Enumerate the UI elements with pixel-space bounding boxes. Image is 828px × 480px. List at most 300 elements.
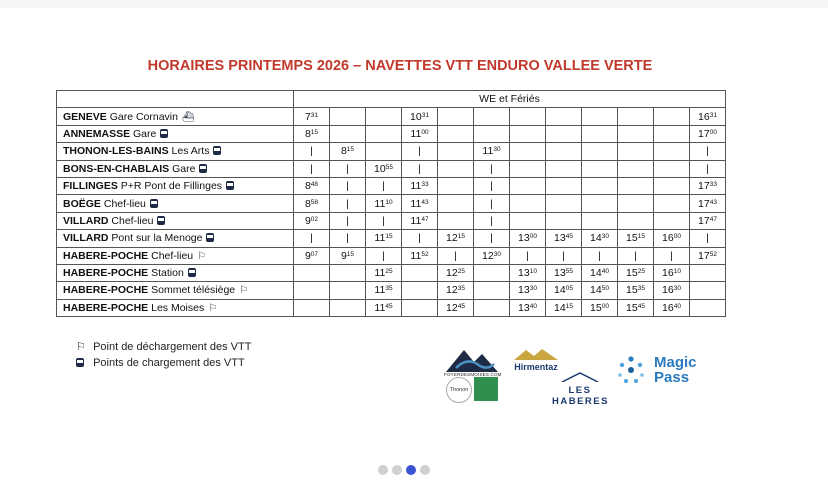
time-hour: 15: [626, 301, 638, 314]
empty-cell: [654, 143, 690, 160]
time-cell: [438, 299, 474, 316]
time-cell: [546, 282, 582, 299]
empty-cell: [294, 264, 330, 281]
stop-detail: Gare: [133, 127, 157, 140]
empty-cell: [366, 108, 402, 125]
magic-pass-label: Magic Pass: [654, 354, 697, 386]
time-hour: 14: [554, 301, 566, 314]
time-minute: 25: [637, 268, 645, 276]
time-cell: [294, 177, 330, 194]
empty-cell: [582, 195, 618, 212]
stop-name-cell: [57, 160, 294, 177]
empty-cell: [330, 282, 366, 299]
schedule-table: [56, 90, 726, 317]
time-hour: 11: [374, 284, 386, 297]
stop-place: THONON-LES-BAINS: [63, 145, 169, 158]
time-minute: 30: [673, 285, 681, 293]
time-minute: 10: [529, 268, 537, 276]
pass-through-cell: |: [330, 230, 366, 247]
time-minute: 02: [310, 215, 319, 223]
magic-pass-star-icon: [614, 353, 648, 387]
empty-cell: [654, 212, 690, 229]
time-hour: 13: [518, 284, 530, 297]
time-hour: 11: [410, 197, 422, 210]
time-cell: [618, 230, 654, 247]
empty-cell: [330, 108, 366, 125]
time-cell: [582, 282, 618, 299]
time-cell: [402, 108, 438, 125]
time-hour: 15: [626, 284, 638, 297]
time-hour: 16: [662, 284, 674, 297]
time-cell: [582, 264, 618, 281]
time-cell: [618, 282, 654, 299]
thonon-logo: Thonon: [446, 377, 472, 403]
stop-place: HABERE-POCHE: [63, 284, 149, 297]
carousel-dot[interactable]: [420, 465, 430, 475]
time-cell: [474, 247, 510, 264]
time-hour: 11: [374, 301, 386, 314]
empty-cell: [510, 108, 546, 125]
time-cell: [582, 230, 618, 247]
pass-through-cell: |: [366, 247, 402, 264]
stop-detail: Chef-lieu: [103, 197, 146, 210]
time-hour: 14: [590, 284, 602, 297]
time-cell: [294, 108, 330, 125]
stop-name-cell: [57, 230, 294, 247]
table-row: [57, 299, 726, 316]
time-minute: 58: [310, 198, 319, 206]
les-haberes-label: LES HABERES: [552, 385, 609, 407]
stop-name-cell: [57, 282, 294, 299]
time-hour: 14: [554, 284, 566, 297]
time-cell: [294, 247, 330, 264]
time-cell: [582, 299, 618, 316]
empty-cell: [618, 143, 654, 160]
pass-through-cell: |: [654, 247, 690, 264]
empty-cell: [474, 125, 510, 142]
bus-icon: [188, 268, 196, 277]
mountain-icon: [510, 348, 562, 360]
empty-cell: [438, 212, 474, 229]
empty-cell: [690, 282, 726, 299]
bus-icon: [76, 357, 90, 369]
time-minute: 30: [493, 146, 501, 154]
empty-cell: [618, 160, 654, 177]
pass-through-cell: |: [294, 143, 330, 160]
time-cell: [438, 282, 474, 299]
pass-through-cell: |: [546, 247, 582, 264]
stop-place: HABERE-POCHE: [63, 267, 149, 280]
time-minute: 25: [385, 268, 393, 276]
foyer-des-moises-logo: [444, 344, 500, 374]
bus-icon: [206, 233, 214, 242]
time-hour: 8: [340, 145, 347, 158]
empty-cell: [438, 177, 474, 194]
table-row: [57, 108, 726, 125]
table-row: [57, 160, 726, 177]
pass-through-cell: |: [690, 160, 726, 177]
empty-cell: [510, 212, 546, 229]
carousel-indicator: [378, 462, 434, 480]
time-hour: 12: [446, 232, 458, 245]
empty-cell: [330, 299, 366, 316]
empty-cell: [330, 264, 366, 281]
empty-cell: [294, 299, 330, 316]
time-cell: [438, 230, 474, 247]
empty-cell: [546, 125, 582, 142]
time-minute: 15: [310, 128, 319, 136]
time-minute: 15: [565, 302, 573, 310]
time-hour: 12: [482, 249, 494, 262]
empty-cell: [654, 195, 690, 212]
stop-detail: Sommet télésiège: [151, 284, 236, 297]
time-hour: 16: [698, 110, 710, 123]
time-minute: 31: [709, 111, 717, 119]
time-hour: 11: [482, 145, 494, 158]
time-minute: 10: [673, 268, 681, 276]
time-cell: [510, 230, 546, 247]
table-header-row: [57, 91, 726, 108]
stop-detail: Gare: [172, 162, 196, 175]
time-cell: [402, 125, 438, 142]
time-cell: [546, 264, 582, 281]
time-cell: [366, 264, 402, 281]
time-minute: 00: [709, 128, 717, 136]
time-cell: [402, 212, 438, 229]
time-cell: [330, 143, 366, 160]
green-badge-logo: [474, 377, 498, 401]
empty-cell: [366, 143, 402, 160]
time-minute: 00: [421, 128, 429, 136]
empty-cell: [546, 143, 582, 160]
stop-detail: P+R Pont de Fillinges: [120, 180, 223, 193]
empty-cell: [438, 108, 474, 125]
time-minute: 00: [601, 302, 609, 310]
time-cell: [510, 264, 546, 281]
time-cell: [438, 264, 474, 281]
time-minute: 31: [310, 111, 319, 119]
bus-icon: [226, 181, 234, 190]
time-minute: 47: [709, 215, 717, 223]
header-stop-cell: [57, 91, 294, 108]
time-hour: 11: [410, 180, 422, 193]
time-hour: 12: [446, 301, 458, 314]
pass-through-cell: |: [438, 247, 474, 264]
time-hour: 12: [446, 267, 458, 280]
time-minute: 00: [673, 233, 681, 241]
pass-through-cell: |: [474, 195, 510, 212]
empty-cell: [654, 108, 690, 125]
empty-cell: [510, 125, 546, 142]
time-cell: [690, 125, 726, 142]
empty-cell: [438, 160, 474, 177]
time-minute: 45: [565, 233, 573, 241]
empty-cell: [654, 125, 690, 142]
empty-cell: [438, 125, 474, 142]
pass-through-cell: |: [474, 230, 510, 247]
pass-through-cell: |: [330, 160, 366, 177]
time-cell: [366, 299, 402, 316]
empty-cell: [546, 212, 582, 229]
empty-cell: [402, 282, 438, 299]
time-cell: [510, 299, 546, 316]
empty-cell: [582, 177, 618, 194]
time-hour: 17: [698, 214, 710, 227]
page-title: HORAIRES PRINTEMPS 2026 – NAVETTES VTT ENDURO VALLEE VERTE: [147, 58, 653, 74]
table-row: [57, 195, 726, 212]
time-hour: 13: [554, 232, 566, 245]
time-hour: 17: [698, 127, 710, 140]
stop-detail: Les Moises: [151, 301, 205, 314]
time-hour: 11: [410, 214, 422, 227]
time-cell: [474, 143, 510, 160]
foyer-des-moises-label: FOYERDESMOISES.COM: [444, 372, 502, 377]
time-minute: 15: [346, 146, 355, 154]
time-cell: [366, 282, 402, 299]
legend-label: Points de chargement des VTT: [93, 357, 245, 369]
empty-cell: [582, 125, 618, 142]
stop-name-cell: [57, 195, 294, 212]
bus-icon: [199, 164, 207, 173]
time-hour: 16: [662, 267, 674, 280]
header-we-feries: WE et Fériés: [294, 91, 726, 108]
time-hour: 17: [698, 180, 710, 193]
time-hour: 11: [374, 232, 386, 245]
table-row: [57, 247, 726, 264]
empty-cell: [438, 195, 474, 212]
pass-through-cell: |: [366, 212, 402, 229]
stop-place: ANNEMASSE: [63, 127, 131, 140]
pass-through-cell: |: [330, 195, 366, 212]
time-hour: 11: [374, 267, 386, 280]
time-minute: 45: [385, 302, 393, 310]
time-cell: [654, 264, 690, 281]
time-minute: 47: [421, 215, 429, 223]
time-cell: [690, 177, 726, 194]
time-cell: [402, 195, 438, 212]
empty-cell: [618, 177, 654, 194]
flag-icon: ⚐: [197, 250, 207, 262]
time-hour: 16: [662, 232, 674, 245]
time-cell: [618, 264, 654, 281]
time-cell: [330, 247, 366, 264]
time-hour: 7: [304, 110, 311, 123]
time-minute: 43: [421, 198, 429, 206]
time-cell: [510, 282, 546, 299]
time-hour: 15: [590, 301, 602, 314]
table-row: [57, 282, 726, 299]
time-minute: 33: [421, 181, 429, 189]
bus-icon: [213, 146, 221, 155]
empty-cell: [690, 299, 726, 316]
time-minute: 55: [385, 163, 393, 171]
empty-cell: [582, 143, 618, 160]
stop-place: HABERE-POCHE: [63, 301, 149, 314]
stop-place: FILLINGES: [63, 180, 118, 193]
boat-icon: ⛴: [181, 111, 195, 123]
flag-icon: ⚐: [76, 341, 86, 353]
time-cell: [618, 299, 654, 316]
time-hour: 11: [410, 127, 422, 140]
stop-place: VILLARD: [63, 214, 109, 227]
pass-through-cell: |: [330, 177, 366, 194]
time-hour: 8: [304, 197, 311, 210]
time-cell: [366, 160, 402, 177]
stop-detail: Pont sur la Menoge: [111, 232, 203, 245]
empty-cell: [438, 143, 474, 160]
time-minute: 31: [421, 111, 429, 119]
bus-icon: [150, 199, 158, 208]
empty-cell: [402, 264, 438, 281]
empty-cell: [618, 108, 654, 125]
stop-name-cell: [57, 177, 294, 194]
empty-cell: [474, 264, 510, 281]
stop-detail: Chef-lieu: [111, 214, 154, 227]
pass-through-cell: |: [474, 160, 510, 177]
time-minute: 52: [421, 250, 429, 258]
time-minute: 48: [310, 181, 319, 189]
time-minute: 15: [346, 250, 355, 258]
empty-cell: [474, 282, 510, 299]
pass-through-cell: |: [330, 212, 366, 229]
pass-through-cell: |: [294, 230, 330, 247]
empty-cell: [618, 212, 654, 229]
flag-icon: ⚐: [239, 285, 249, 297]
bus-icon: [157, 216, 165, 225]
table-row: [57, 264, 726, 281]
empty-cell: [546, 108, 582, 125]
time-minute: 50: [601, 285, 609, 293]
time-hour: 13: [518, 301, 530, 314]
time-cell: [402, 247, 438, 264]
time-hour: 10: [374, 162, 386, 175]
table-row: [57, 212, 726, 229]
empty-cell: [366, 125, 402, 142]
time-hour: 13: [554, 267, 566, 280]
pass-through-cell: |: [690, 143, 726, 160]
table-row: [57, 125, 726, 142]
empty-cell: [582, 212, 618, 229]
time-cell: [690, 247, 726, 264]
stop-place: VILLARD: [63, 232, 109, 245]
empty-cell: [330, 125, 366, 142]
stop-place: HABERE-POCHE: [63, 249, 149, 262]
time-cell: [690, 108, 726, 125]
time-minute: 45: [637, 302, 645, 310]
empty-cell: [474, 299, 510, 316]
bus-icon: [160, 129, 168, 138]
time-minute: 15: [637, 233, 645, 241]
empty-cell: [546, 195, 582, 212]
time-minute: 05: [565, 285, 573, 293]
table-row: [57, 143, 726, 160]
time-hour: 17: [698, 249, 710, 262]
time-minute: 55: [565, 268, 573, 276]
pass-through-cell: |: [294, 160, 330, 177]
time-minute: 15: [457, 233, 465, 241]
time-minute: 43: [709, 198, 717, 206]
stop-place: GENEVE: [63, 110, 107, 123]
stop-name-cell: [57, 264, 294, 281]
time-hour: 9: [304, 249, 311, 262]
pass-through-cell: |: [618, 247, 654, 264]
time-cell: [402, 177, 438, 194]
time-minute: 40: [673, 302, 681, 310]
stop-detail: Chef-lieu: [151, 249, 194, 262]
table-row: [57, 230, 726, 247]
time-cell: [654, 230, 690, 247]
pass-through-cell: |: [474, 177, 510, 194]
time-minute: 00: [529, 233, 537, 241]
time-minute: 07: [310, 250, 319, 258]
time-minute: 40: [529, 302, 537, 310]
stop-name-cell: [57, 212, 294, 229]
hirmentaz-label: Hirmentaz: [514, 362, 558, 372]
time-cell: [546, 230, 582, 247]
empty-cell: [654, 160, 690, 177]
time-hour: 16: [662, 301, 674, 314]
empty-cell: [618, 125, 654, 142]
empty-cell: [510, 195, 546, 212]
hirmentaz-logo: [510, 348, 562, 372]
empty-cell: [546, 160, 582, 177]
stop-detail: Les Arts: [171, 145, 210, 158]
carousel-dot[interactable]: [392, 465, 402, 475]
empty-cell: [294, 282, 330, 299]
time-cell: [654, 282, 690, 299]
time-minute: 25: [457, 268, 465, 276]
time-hour: 9: [304, 214, 311, 227]
carousel-dot-active[interactable]: [406, 465, 416, 475]
stop-place: BOËGE: [63, 197, 101, 210]
empty-cell: [510, 177, 546, 194]
stop-name-cell: [57, 143, 294, 160]
time-hour: 14: [590, 232, 602, 245]
top-strip: [0, 0, 828, 8]
time-minute: 40: [601, 268, 609, 276]
time-hour: 9: [340, 249, 347, 262]
time-cell: [690, 212, 726, 229]
time-cell: [366, 230, 402, 247]
time-hour: 12: [446, 284, 458, 297]
pass-through-cell: |: [474, 212, 510, 229]
time-minute: 45: [457, 302, 465, 310]
stop-name-cell: [57, 125, 294, 142]
pass-through-cell: |: [690, 230, 726, 247]
time-minute: 30: [493, 250, 501, 258]
time-hour: 11: [374, 197, 386, 210]
time-cell: [546, 299, 582, 316]
time-minute: 10: [385, 198, 393, 206]
stop-place: BONS-EN-CHABLAIS: [63, 162, 170, 175]
time-cell: [690, 195, 726, 212]
mountain-icon: [552, 372, 608, 382]
empty-cell: [690, 264, 726, 281]
empty-cell: [510, 160, 546, 177]
empty-cell: [654, 177, 690, 194]
time-hour: 14: [590, 267, 602, 280]
empty-cell: [510, 143, 546, 160]
time-minute: 30: [601, 233, 609, 241]
time-minute: 35: [637, 285, 645, 293]
pass-through-cell: |: [510, 247, 546, 264]
pass-through-cell: |: [582, 247, 618, 264]
table-row: [57, 177, 726, 194]
time-hour: 17: [698, 197, 710, 210]
empty-cell: [402, 299, 438, 316]
carousel-dot[interactable]: [378, 465, 388, 475]
legend-item-loading: [76, 357, 245, 369]
